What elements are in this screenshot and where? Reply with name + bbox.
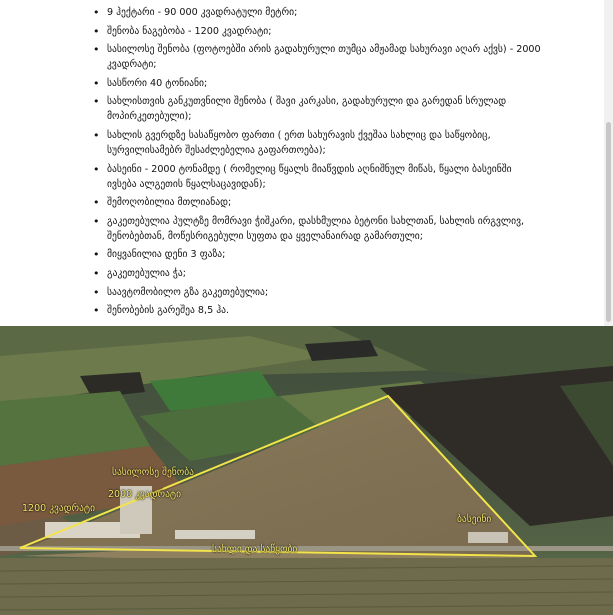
list-item: • სასწორი 40 ტონიანი; [93, 76, 543, 91]
scrollbar-thumb[interactable] [606, 122, 611, 322]
silo-area-label: 2000 კვადრატი [108, 489, 182, 500]
scrollbar[interactable] [604, 0, 613, 326]
list-item: • სასილოსე შენობა (ფოტოებში არის გადახურული თუმცა ამჟამად სახურავი აღარ აქვს) - 2000 კვადრატი; [93, 42, 543, 72]
list-item: • სახლის გვერდზე სასაწყობო ფართი ( ერთ სახურავის ქვეშაა სახლიც და საწყობიც, სურვილისამებრ შესაძლებელია გაფართოება); [93, 128, 543, 158]
list-item: • საავტომობილო გზა გაკეთებულია; [93, 285, 543, 300]
building-area-label: 1200 კვადრატი [22, 503, 96, 514]
list-item: • შენობების გარეშეა 8,5 ჰა. [93, 303, 543, 318]
list-item: • 9 ჰექტარი - 90 000 კვადრატული მეტრი; [93, 5, 543, 20]
list-item: • გაკეთებულია ჭა; [93, 266, 543, 281]
list-item: • სახლისთვის განკუთვნილი შენობა ( შავი კარკასი, გადახურული და გარედან სრულად მოპირკეთებული); [93, 94, 543, 124]
list-item: • შენობა ნაგებობა - 1200 კვადრატი; [93, 24, 543, 39]
aerial-photo-image [0, 326, 613, 615]
list-item: • ბასეინი - 2000 ტონამდე ( რომელიც წყალს მიაწვდის აღნიშნულ მიწას, წყალი ბასეინში ივსება ალგეთის წყალსაცავიდან); [93, 162, 543, 192]
list-item: • გაკეთებულია პულტზე მომრავი ჭიშკარი, დასხმულია ბეტონი სახლთან, სახლის ირგვლივ, შენობებთან, მოწესრიგებული სუფთა და ყველანაირად გამართული; [93, 214, 543, 244]
list-item: • მიყვანილია დენი 3 ფაზა; [93, 247, 543, 262]
silo-label: სასილოსე შენობა [112, 467, 194, 478]
feature-list [93, 5, 543, 322]
pool-label: ბასეინი [457, 514, 492, 525]
house-label: სახლი და საწყობი [212, 544, 298, 555]
list-item: • შემოღობილია მთლიანად; [93, 195, 543, 210]
aerial-photo [0, 326, 613, 615]
